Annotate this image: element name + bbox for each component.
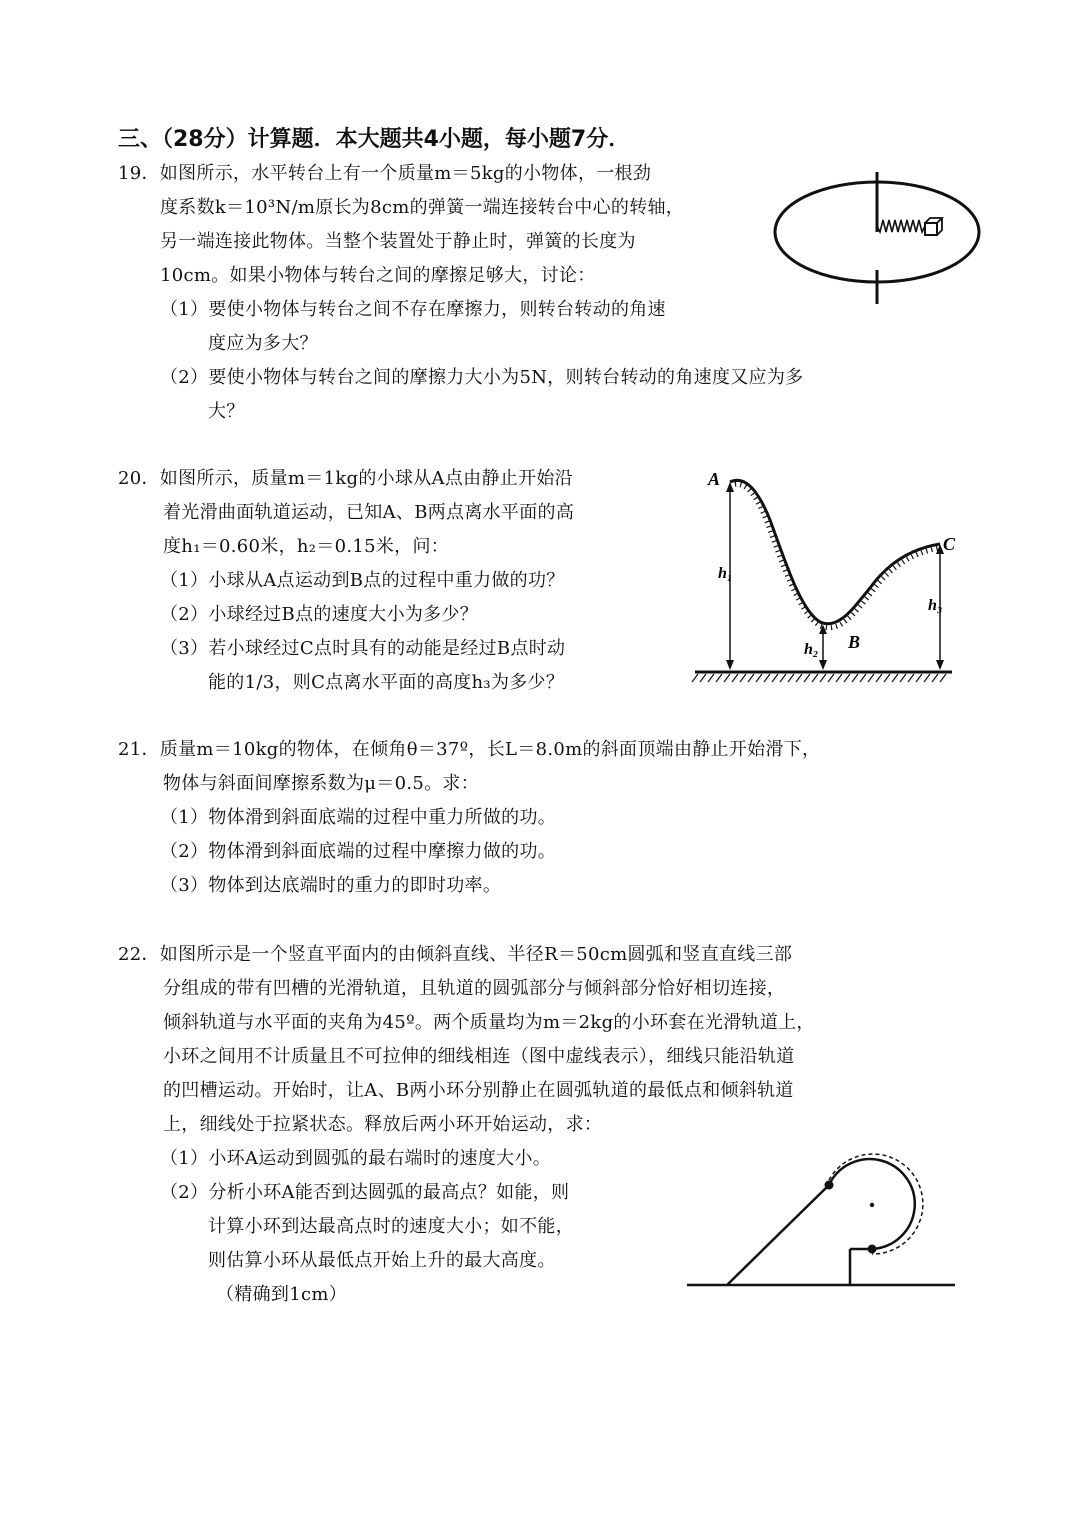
q19-line: 另一端连接此物体。当整个装置处于静止时，弹簧的长度为 [160, 231, 636, 252]
ground-hatch [692, 674, 946, 682]
q19-line: （1）要使小物体与转台之间不存在摩擦力，则转台转动的角速 [160, 299, 666, 320]
label-b: B [848, 632, 861, 652]
q19-line: 19．如图所示，水平转台上有一个质量m＝5kg的小物体，一根劲 [118, 163, 652, 184]
q19-line: 度系数k＝10³N/m原长为8cm的弹簧一端连接转台中心的转轴， [160, 197, 685, 218]
q22-line: 上，细线处于拉紧状态。释放后两小环开始运动，求： [163, 1114, 603, 1135]
block-icon [925, 223, 937, 235]
ring-b [825, 1181, 834, 1190]
q22-line: 计算小环到达最高点时的速度大小；如不能， [208, 1216, 574, 1237]
q19-line: 度应为多大？ [208, 333, 318, 354]
turntable-figure [770, 168, 990, 308]
q20-line: 20．如图所示，质量m＝1kg的小球从A点由静止开始沿 [118, 468, 573, 489]
q20-line: （3）若小球经过C点时具有的动能是经过B点时动 [160, 638, 566, 659]
label-a: A [708, 469, 721, 489]
ring-a [868, 1245, 877, 1254]
loop-track-figure [685, 1150, 960, 1295]
spring-icon [877, 220, 925, 232]
q19-line: 大？ [208, 401, 245, 422]
q20-line: （1）小球从A点运动到B点的过程中重力做的功？ [160, 570, 565, 591]
label-h1: h₁ [718, 565, 733, 582]
track-curve [730, 480, 943, 623]
q21-line: 物体与斜面间摩擦系数为μ＝0.5。求： [163, 773, 480, 794]
q21-line: 21．质量m＝10kg的物体，在倾角θ＝37º，长L＝8.0m的斜面顶端由静止开始滑下， [118, 739, 821, 760]
q19-line: 10cm。如果小物体与转台之间的摩擦足够大，讨论： [160, 265, 596, 286]
label-h2: h₂ [804, 641, 819, 658]
q21-line: （3）物体到达底端时的重力的即时功率。 [160, 875, 502, 896]
q20-line: 能的1/3，则C点离水平面的高度h₃为多少？ [208, 672, 565, 693]
q22-line: 则估算小环从最低点开始上升的最大高度。 [208, 1250, 556, 1271]
q22-line: （2）分析小环A能否到达圆弧的最高点？如能，则 [160, 1182, 570, 1203]
q19-line: （2）要使小物体与转台之间的摩擦力大小为5N，则转台转动的角速度又应为多 [160, 367, 804, 388]
q22-line: （1）小环A运动到圆弧的最右端时的速度大小。 [160, 1148, 552, 1169]
center-dot [870, 1203, 874, 1207]
inclined-track [727, 1185, 829, 1285]
q22-line: 小环之间用不计质量且不可拉伸的细线相连（图中虚线表示），细线只能沿轨道 [163, 1046, 795, 1067]
q20-line: 着光滑曲面轨道运动，已知A、B两点离水平面的高 [163, 502, 575, 523]
q22-line: 的凹槽运动。开始时，让A、B两小环分别静止在圆弧轨道的最低点和倾斜轨道 [163, 1080, 794, 1101]
q21-line: （2）物体滑到斜面底端的过程中摩擦力做的功。 [160, 841, 557, 862]
curved-track-figure [690, 460, 965, 685]
q20-line: （2）小球经过B点的速度大小为多少？ [160, 604, 479, 625]
q22-line: 倾斜轨道与水平面的夹角为45º。两个质量均为m＝2kg的小环套在光滑轨道上， [163, 1012, 815, 1033]
q22-line: 22．如图所示是一个竖直平面内的由倾斜直线、半径R＝50cm圆弧和竖直直线三部 [118, 944, 793, 965]
label-c: C [943, 534, 956, 554]
q20-line: 度h₁＝0.60米，h₂＝0.15米，问： [163, 536, 450, 557]
section-title: 三、（28分）计算题．本大题共4小题，每小题7分． [118, 127, 631, 152]
track-hatch [730, 484, 943, 628]
q21-line: （1）物体滑到斜面底端的过程中重力所做的功。 [160, 807, 557, 828]
q22-line: 分组成的带有凹槽的光滑轨道，且轨道的圆弧部分与倾斜部分恰好相切连接， [163, 978, 786, 999]
q22-line: （精确到1cm） [216, 1284, 348, 1305]
label-h3: h₃ [928, 597, 943, 614]
